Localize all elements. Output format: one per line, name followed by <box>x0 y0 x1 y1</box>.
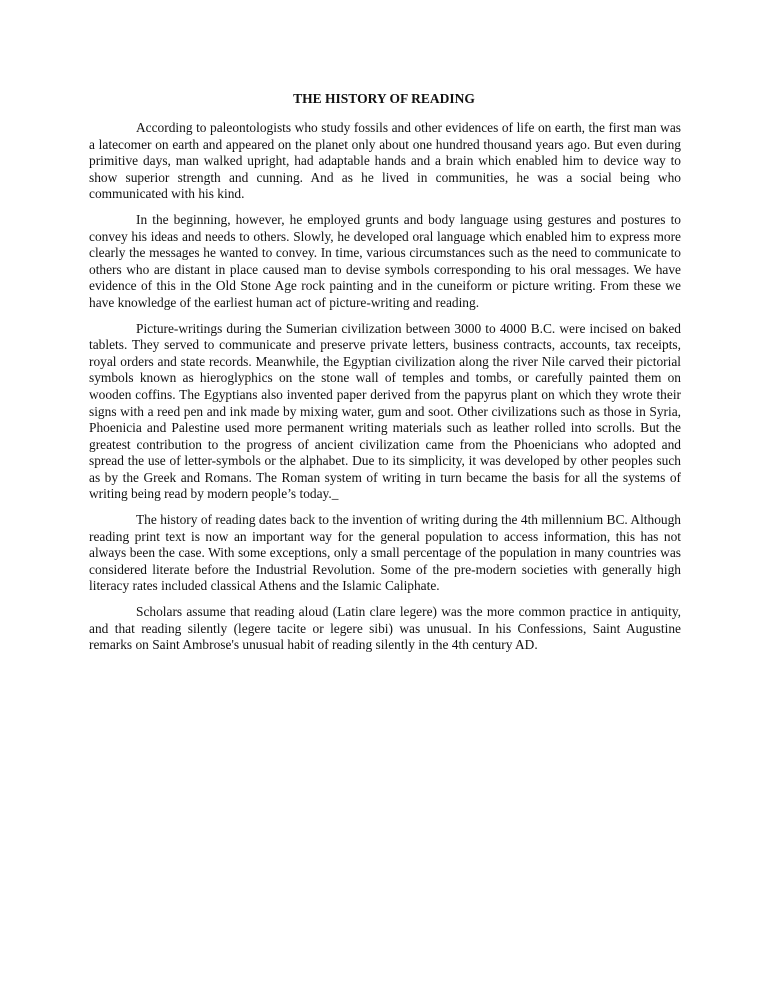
document-title: THE HISTORY OF READING <box>293 91 475 106</box>
paragraph-paleontology: According to paleontologists who study fossils and other evidences of life on earth, the first man was a latecomer on earth and appeared on the planet only about one hundred thousand years ago. But even during primitive days, man walked upright, had adaptable hands and a brain which enabled him to device way to show superior strength and cunning. And as he lived in communities, he was a social being who communicated with his kind. <box>89 120 681 202</box>
paragraph-history-of-reading: The history of reading dates back to the invention of writing during the 4th millennium BC. Although reading print text is now an important way for the general population to access information, this has not always been the case. With some exceptions, only a small percentage of the population in many countries was considered literate before the Industrial Revolution. Some of the pre-modern societies with generally high literacy rates included classical Athens and the Islamic Caliphate. <box>89 512 681 594</box>
paragraph-ancient-writing: Picture-writings during the Sumerian civilization between 3000 to 4000 B.C. were incised on baked tablets. They served to communicate and preserve private letters, business contracts, accounts, tax receipts, royal orders and state records. Meanwhile, the Egyptian civilization along the river Nile carved their pictorial symbols known as hieroglyphics on the stone wall of temples and tombs, or carefully painted them on wooden coffins. The Egyptians also invented paper derived from the papyrus plant on which they wrote their signs with a reed pen and ink made by mixing water, gum and soot. Other civilizations such as those in Syria, Phoenicia and Palestine used more permanent writing materials such as leather rolled into scrolls. But the greatest contribution to the progress of ancient civilization came from the Phoenicians who adopted and spread the use of letter-symbols or the alphabet. Due to its simplicity, it was developed by other peoples such as by the Greek and Romans. The Roman system of writing in turn became the basis for all the systems of writing being read by modern people’s today._ <box>89 320 681 502</box>
paragraph-reading-aloud: Scholars assume that reading aloud (Latin clare legere) was the more common practice in antiquity, and that reading silently (legere tacite or legere sibi) was unusual. In his Confessions, Saint Augustine remarks on Saint Ambrose's unusual habit of reading silently in the 4th century AD. <box>89 604 681 653</box>
paragraph-oral-language: In the beginning, however, he employed grunts and body language using gestures and postures to convey his ideas and needs to others. Slowly, he developed oral language which enabled him to express more clearly the messages he wanted to convey. In time, various circumstances such as the need to communicate to others who are distant in place caused man to devise symbols corresponding to his oral messages. We have evidence of this in the Old Stone Age rock painting and in the cuneiform or picture writing. From these we have knowledge of the earliest human act of picture-writing and reading. <box>89 211 681 310</box>
document-body <box>89 120 681 663</box>
